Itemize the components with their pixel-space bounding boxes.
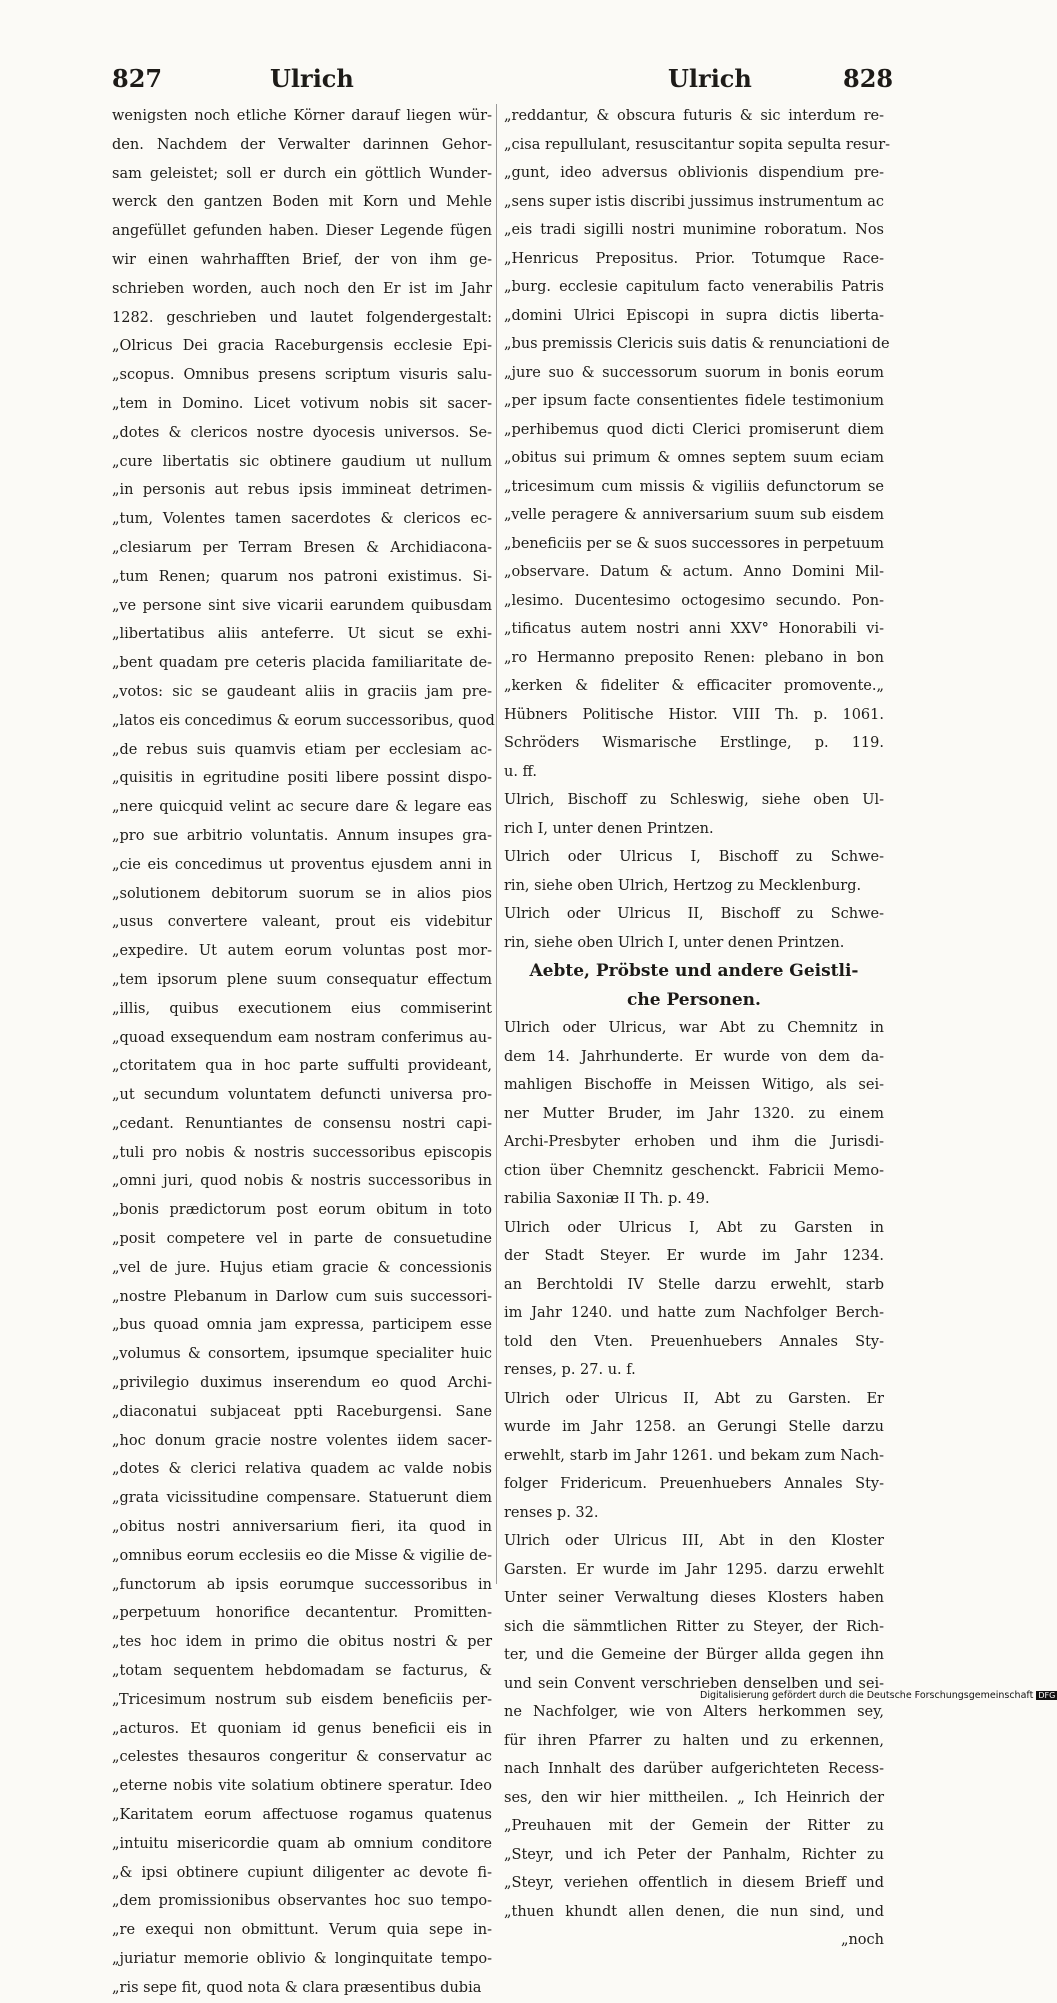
text-line: „votos: sic se gaudeant aliis in graciis jam pre-: [112, 683, 492, 700]
text-line: „velle peragere & anniversarium suum sub eisdem: [504, 507, 884, 523]
text-line: „ctoritatem qua in hoc parte suffulti provideant,: [112, 1058, 492, 1075]
left-running-head: Ulrich: [270, 64, 354, 93]
text-line: „volumus & consortem, ipsumque specialiter huic: [112, 1346, 492, 1363]
text-line: „ut secundum voluntatem defuncti universa pro-: [112, 1087, 492, 1104]
text-line: „sens super istis discribi jussimus instrumentum ac: [504, 193, 884, 210]
text-line: Ulrich oder Ulricus, war Abt zu Chemnitz in: [504, 1020, 884, 1036]
text-line: „perpetuum honorifice decantentur. Promitten-: [112, 1605, 492, 1622]
text-line: „libertatibus aliis anteferre. Ut sicut se exhi-: [112, 626, 492, 643]
text-line: „ris sepe fit, quod nota & clara præsentibus dubia: [112, 1979, 482, 1996]
text-line: „de rebus suis quamvis etiam per ecclesiam ac-: [112, 741, 492, 758]
text-line: „expedire. Ut autem eorum voluntas post mor-: [112, 943, 492, 960]
text-line: „tificatus autem nostri anni XXV° Honorabili vi-: [504, 621, 884, 637]
text-line: „cedant. Renuntiantes de consensu nostri capi-: [112, 1115, 492, 1132]
text-line: Hübners Politische Histor. VIII Th. p. 1061.: [504, 706, 884, 723]
text-line: angefüllet gefunden haben. Dieser Legende fügen: [112, 223, 492, 240]
left-page-number: 827: [112, 64, 163, 93]
text-line: den. Nachdem der Verwalter darinnen Gehor-: [112, 136, 492, 153]
text-line: „in personis aut rebus ipsis immineat detrimen-: [112, 482, 492, 499]
text-line: „dem promissionibus observantes hoc suo tempo-: [112, 1893, 492, 1910]
text-line: ter, und die Gemeine der Bürger allda gegen ihn: [504, 1647, 884, 1663]
text-line: „Steyr, und ich Peter der Panhalm, Richter zu: [504, 1846, 884, 1863]
text-line: „jure suo & successorum suorum in bonis eorum: [504, 364, 884, 381]
text-line: „thuen khundt allen denen, die nun sind, und: [504, 1903, 884, 1920]
text-line: „obitus sui primum & omnes septem suum eciam: [504, 450, 884, 466]
text-line: „ro Hermanno preposito Renen: plebano in bon: [504, 649, 884, 666]
text-line: „privilegio duximus inserendum eo quod Archi-: [112, 1375, 492, 1392]
text-line: „eis tradi sigilli nostri munimine roboratum. Nos: [504, 222, 884, 238]
text-line: „re exequi non obmittunt. Verum quia sepe in-: [112, 1922, 492, 1939]
text-line: sam geleistet; soll er durch ein göttlich Wunder-: [112, 165, 492, 182]
text-line: „omni juri, quod nobis & nostris successoribus in: [112, 1173, 492, 1190]
text-line: an Berchtoldi IV Stelle darzu erwehlt, starb: [504, 1276, 884, 1293]
text-line: „eterne nobis vite solatium obtinere speratur. Ideo: [112, 1778, 492, 1795]
text-line: „Henricus Prepositus. Prior. Totumque Race-: [504, 250, 884, 267]
text-line: „ve persone sint sive vicarii earundem quibusdam: [112, 597, 492, 614]
text-line: Unter seiner Verwaltung dieses Klosters haben: [504, 1590, 884, 1606]
section-heading-line: che Personen.: [627, 989, 761, 1010]
text-line: wenigsten noch etliche Körner darauf liegen wür-: [112, 108, 492, 124]
text-line: im Jahr 1240. und hatte zum Nachfolger Berch-: [504, 1305, 884, 1321]
text-line: renses p. 32.: [504, 1504, 599, 1521]
text-line: „solutionem debitorum suorum se in alios pios: [112, 885, 492, 902]
text-line: „tricesimum cum missis & vigiliis defunctorum se: [504, 478, 884, 495]
text-line: „hoc donum gracie nostre volentes iidem sacer-: [112, 1432, 492, 1449]
text-line: ne Nachfolger, wie von Alters herkommen sey,: [504, 1704, 884, 1720]
text-line: „functorum ab ipsis eorumque successoribus in: [112, 1576, 492, 1593]
text-line: Ulrich oder Ulricus II, Bischoff zu Schwe-: [504, 906, 884, 922]
left-column: [112, 102, 495, 2003]
text-line: „posit competere vel in parte de consuetudine: [112, 1231, 492, 1248]
text-line: schrieben worden, auch noch den Er ist im Jahr: [112, 280, 492, 297]
text-line: renses, p. 27. u. f.: [504, 1362, 636, 1378]
right-page-number: 828: [843, 64, 894, 93]
text-line: „juriatur memorie oblivio & longinquitate tempo-: [112, 1951, 492, 1967]
text-line: „per ipsum facte consentientes fidele testimonium: [504, 393, 884, 409]
text-line: „gunt, ideo adversus oblivionis dispendium pre-: [504, 165, 884, 181]
text-line: wir einen wahrhafften Brief, der von ihm ge-: [112, 251, 492, 268]
text-line: rich I, unter denen Printzen.: [504, 820, 714, 837]
text-line: „bus premissis Clericis suis datis & renunciationi de: [504, 336, 890, 352]
text-line: „Tricesimum nostrum sub eisdem beneficiis per-: [112, 1691, 492, 1708]
text-line: „nere quicquid velint ac secure dare & legare eas: [112, 799, 492, 816]
text-line: Ulrich oder Ulricus I, Bischoff zu Schwe-: [504, 849, 884, 865]
text-line: u. ff.: [504, 763, 537, 780]
text-line: Ulrich oder Ulricus II, Abt zu Garsten. Er: [504, 1390, 884, 1407]
text-line: rabilia Saxoniæ II Th. p. 49.: [504, 1191, 710, 1207]
text-line: told den Vten. Preuenhuebers Annales Sty-: [504, 1333, 884, 1350]
text-line: „lesimo. Ducentesimo octogesimo secundo. Pon-: [504, 592, 884, 609]
text-line: „tum Renen; quarum nos patroni existimus. Si-: [112, 568, 492, 585]
dfg-logo: DFG: [1038, 1691, 1056, 1700]
text-line: „latos eis concedimus & eorum successoribus, quod: [112, 712, 495, 729]
text-line: „usus convertere valeant, prout eis videbitur: [112, 914, 492, 931]
text-line: mahligen Bischoffe in Meissen Witigo, als sei-: [504, 1077, 884, 1093]
text-line: „dotes & clericos nostre dyocesis universos. Se-: [112, 424, 492, 441]
column-divider: [496, 104, 497, 1584]
text-line: und sein Convent verschrieben denselben und sei-: [504, 1675, 884, 1692]
text-line: „cisa repullulant, resuscitantur sopita sepulta resur-: [504, 136, 891, 153]
text-line: „perhibemus quod dicti Clerici promiserunt diem: [504, 421, 884, 438]
text-line: werck den gantzen Boden mit Korn und Mehle: [112, 194, 492, 211]
text-line: „beneficiis per se & suos successores in perpetuum: [504, 535, 884, 552]
text-line: „quisitis in egritudine positi libere possint dispo-: [112, 770, 492, 787]
text-line: Garsten. Er wurde im Jahr 1295. darzu erwehlt: [504, 1561, 884, 1578]
text-line: ner Mutter Bruder, im Jahr 1320. zu einem: [504, 1105, 884, 1122]
text-line: nach Innhalt des darüber aufgerichteten Recess-: [504, 1761, 884, 1777]
text-line: sich die sämmtlichen Ritter zu Steyer, der Rich-: [504, 1618, 884, 1635]
text-line: „tem in Domino. Licet votivum nobis sit sacer-: [112, 395, 492, 412]
text-line: „cure libertatis sic obtinere gaudium ut nullum: [112, 453, 492, 470]
text-line: „omnibus eorum ecclesiis eo die Misse & vigilie de-: [112, 1547, 492, 1564]
text-line: „Preuhauen mit der Gemein der Ritter zu: [504, 1818, 884, 1834]
text-line: „scopus. Omnibus presens scriptum visuris salu-: [112, 367, 492, 384]
right-running-head: Ulrich: [668, 64, 752, 93]
text-line: „tum, Volentes tamen sacerdotes & clericos ec-: [112, 511, 492, 528]
text-line: für ihren Pfarrer zu halten und zu erkennen,: [504, 1732, 884, 1749]
text-line: „celestes thesauros congeritur & conservatur ac: [112, 1749, 492, 1766]
text-line: der Stadt Steyer. Er wurde im Jahr 1234.: [504, 1248, 884, 1264]
text-line: „pro sue arbitrio voluntatis. Annum insupes gra-: [112, 827, 492, 844]
right-column: [504, 102, 891, 1955]
section-heading-line: Aebte, Pröbste und andere Geistli-: [529, 961, 859, 981]
text-line: erwehlt, starb im Jahr 1261. und bekam zum Nach-: [504, 1447, 884, 1464]
text-line: „obitus nostri anniversarium fieri, ita quod in: [112, 1519, 492, 1536]
digitization-footer: [700, 1690, 1056, 1701]
text-line: Ulrich oder Ulricus III, Abt in den Kloster: [504, 1533, 884, 1549]
text-line: „Olricus Dei gracia Raceburgensis ecclesie Epi-: [112, 338, 492, 355]
text-line: „illis, quibus executionem eius commiserint: [112, 1000, 492, 1017]
text-line: Archi-Presbyter erhoben und ihm die Jurisdi-: [504, 1134, 884, 1150]
text-line: „nostre Plebanum in Darlow cum suis successori-: [112, 1288, 492, 1305]
text-line: „cie eis concedimus ut proventus ejusdem anni in: [112, 856, 492, 873]
text-line: „tem ipsorum plene suum consequatur effectum: [112, 971, 492, 988]
text-line: „kerken & fideliter & efficaciter promovente.„: [504, 678, 884, 694]
text-line: „& ipsi obtinere cupiunt diligenter ac devote fi-: [112, 1864, 492, 1881]
text-line: Ulrich, Bischoff zu Schleswig, siehe oben Ul-: [504, 792, 884, 808]
text-line: „Steyr, veriehen offentlich in diesem Brieff und: [504, 1875, 884, 1891]
text-line: „tuli pro nobis & nostris successoribus episcopis: [112, 1144, 492, 1161]
text-line: „quoad exsequendum eam nostram conferimus au-: [112, 1029, 492, 1046]
text-line: „tes hoc idem in primo die obitus nostri & per: [112, 1634, 492, 1651]
text-line: ses, den wir hier mittheilen. „ Ich Heinrich der: [504, 1789, 884, 1806]
text-line: „totam sequentem hebdomadam se facturus, &: [112, 1663, 492, 1680]
text-line: „observare. Datum & actum. Anno Domini Mil-: [504, 564, 884, 580]
catchword: „noch: [840, 1932, 884, 1948]
text-line: „acturos. Et quoniam id genus beneficii eis in: [112, 1720, 492, 1737]
text-line: „diaconatui subjaceat ppti Raceburgensi. Sane: [112, 1403, 492, 1420]
text-line: „grata vicissitudine compensare. Statuerunt diem: [112, 1490, 492, 1507]
text-line: rin, siehe oben Ulrich, Hertzog zu Mecklenburg.: [504, 877, 862, 894]
text-line: „clesiarum per Terram Bresen & Archidiacona-: [112, 539, 492, 556]
text-line: Schröders Wismarische Erstlinge, p. 119.: [504, 735, 884, 751]
text-line: wurde im Jahr 1258. an Gerungi Stelle darzu: [504, 1419, 884, 1435]
text-line: „bus quoad omnia jam expressa, participem esse: [112, 1317, 492, 1334]
text-line: „dotes & clerici relativa quadem ac valde nobis: [112, 1461, 492, 1478]
text-line: „Karitatem eorum affectuose rogamus quatenus: [112, 1807, 492, 1824]
text-line: „burg. ecclesie capitulum facto venerabilis Patris: [504, 279, 884, 295]
text-line: rin, siehe oben Ulrich I, unter denen Printzen.: [504, 934, 845, 951]
text-line: „bonis prædictorum post eorum obitum in toto: [112, 1202, 492, 1219]
text-line: dem 14. Jahrhunderte. Er wurde von dem da-: [504, 1048, 884, 1065]
text-line: „vel de jure. Hujus etiam gracie & concessionis: [112, 1259, 492, 1276]
text-line: 1282. geschrieben und lautet folgendergestalt:: [112, 309, 492, 326]
text-line: „bent quadam pre ceteris placida familiaritate de-: [112, 655, 492, 672]
text-line: ction über Chemnitz geschenckt. Fabricii Memo-: [504, 1162, 884, 1179]
footer-text: Digitalisierung gefördert durch die Deutsche Forschungsgemeinschaft: [700, 1690, 1034, 1701]
text-line: folger Fridericum. Preuenhuebers Annales Sty-: [504, 1476, 884, 1492]
text-line: „domini Ulrici Episcopi in supra dictis liberta-: [504, 307, 884, 324]
text-line: Ulrich oder Ulricus I, Abt zu Garsten in: [504, 1219, 884, 1236]
text-line: „reddantur, & obscura futuris & sic interdum re-: [504, 108, 884, 124]
text-line: „intuitu misericordie quam ab omnium conditore: [112, 1835, 492, 1852]
